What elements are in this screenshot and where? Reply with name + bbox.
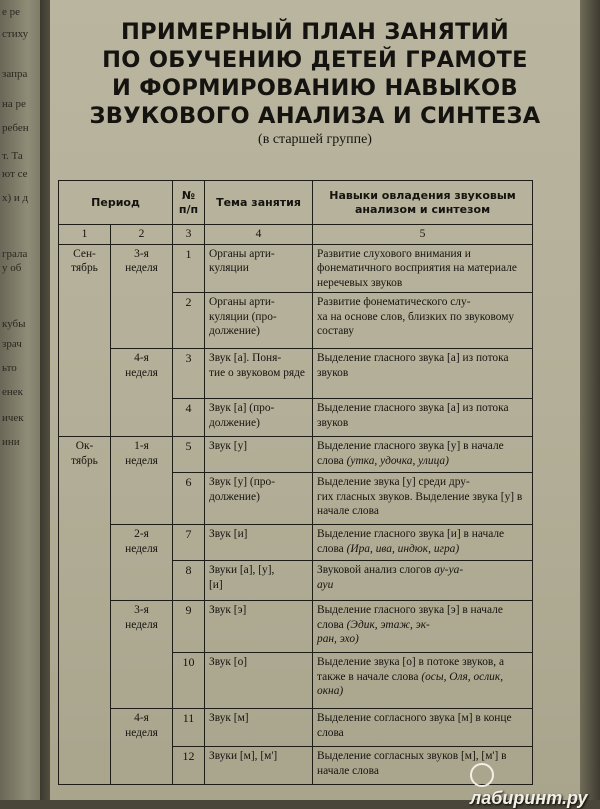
row-number: 8 [173,561,205,601]
header-topic: Тема занятия [205,181,313,225]
title-line: ПРИМЕРНЫЙ ПЛАН ЗАНЯТИЙ [121,19,509,45]
column-number: 1 [59,225,111,245]
row-skill [313,709,533,747]
skill-examples: (осы, Оля, ослик, окна) [317,670,504,697]
column-number: 3 [173,225,205,245]
table-row [59,437,533,473]
month-cell: Ок- тябрь [59,437,111,785]
left-page-text-fragment: у об [2,262,22,274]
row-topic: Звуки [а], [у], [и] [205,561,313,601]
skill-text: Выделение гласного звука [и] в начале слова [317,528,505,555]
left-page-text-fragment: ьто [2,362,17,374]
column-number: 4 [205,225,313,245]
table-row [59,244,533,293]
left-page-text-fragment: ини [2,436,20,448]
week-cell: 4-я неделя [111,349,173,437]
title-line: И ФОРМИРОВАНИЮ НАВЫКОВ [112,75,518,101]
table-row [59,709,533,747]
header-skills: Навыки овладения звуковым анализом и синтезом [313,181,533,225]
row-skill [313,601,533,653]
skill-text: Выделение согласных звуков [м], [м'] в начале слова [317,750,507,777]
row-topic: Звук [о] [205,653,313,709]
left-page-text-fragment: е ре [2,6,21,18]
table-row [59,601,533,653]
skill-text: Выделение гласного звука [у] в начале слова [317,440,504,467]
row-number: 7 [173,525,205,561]
row-topic: Звук [а]. Поня- тие о звуковом ряде [205,349,313,399]
skill-examples: (Ира, ива, индюк, игра) [346,542,460,555]
left-page-text-fragment: на ре [2,98,26,110]
skill-text: Выделение гласного звука [э] в начале слова [317,604,503,631]
month-cell: Сен- тябрь [59,244,111,437]
left-page-text-fragment: х) и д [2,192,29,204]
page-title [50,18,580,130]
skill-text: Выделение звука [о] в потоке звуков, а также в начале слова [317,656,505,683]
row-number: 2 [173,293,205,349]
row-topic: Звук [а] (про- должение) [205,399,313,437]
skill-text: Звуковой анализ слогов [317,564,435,576]
skill-text: Выделение согласного звука [м] в конце слова [317,712,512,739]
row-number: 12 [173,747,205,785]
row-skill [313,473,533,525]
row-number: 9 [173,601,205,653]
row-skill [313,399,533,437]
left-page-text-fragment: стиху [2,28,29,40]
page-subtitle: (в старшей группе) [258,132,372,147]
row-number: 10 [173,653,205,709]
left-page-text-fragment: грала [2,248,28,260]
row-topic: Звук [и] [205,525,313,561]
title-line: ПО ОБУЧЕНИЮ ДЕТЕЙ ГРАМОТЕ [102,47,528,73]
skill-text: Выделение гласного звука [а] из потока звуков [317,402,509,429]
skill-text: Выделение гласного звука [а] из потока звуков [317,352,509,379]
skill-text: Развитие фонематического слу- ха на основе слов, близких по звуковому составу [317,296,515,337]
row-skill [313,349,533,399]
row-topic: Органы арти- куляции (про- должение) [205,293,313,349]
skill-examples: (Эдик, этаж, эк- ран, эхо) [317,618,430,645]
row-topic: Органы арти- куляции [205,244,313,293]
header-number: № п/п [173,181,205,225]
watermark [470,763,600,809]
skill-text: Развитие слухового внимания и фонематичного восприятия на материале неречевых звуков [317,247,517,289]
row-number: 3 [173,349,205,399]
row-skill [313,561,533,601]
left-page-text-fragment: зрач [2,338,22,350]
left-page-text-fragment: ребен [2,122,29,134]
week-cell: 4-я неделя [111,709,173,785]
row-topic: Звук [м] [205,709,313,747]
row-skill [313,653,533,709]
skill-examples: (утка, удочка, улица) [346,454,449,467]
skill-text: Выделение звука [у] среди дру- гих гласных звуков. Выделение звука [у] в начале слова [317,476,523,517]
left-page-text-fragment: кубы [2,318,26,330]
row-number: 4 [173,399,205,437]
column-number: 2 [111,225,173,245]
title-line: ЗВУКОВОГО АНАЛИЗА И СИНТЕЗА [89,103,541,129]
table-row [59,349,533,399]
left-page-text-fragment: ичек [2,412,24,424]
row-skill [313,293,533,349]
row-number: 5 [173,437,205,473]
week-cell: 3-я неделя [111,244,173,349]
row-topic: Звук [э] [205,601,313,653]
header-period: Период [59,181,173,225]
row-topic: Звук [у] (про- должение) [205,473,313,525]
left-page-text-fragment: т. Та [2,150,23,162]
row-skill [313,244,533,293]
week-cell: 2-я неделя [111,525,173,601]
skill-examples: ау-уа- ауи [317,564,464,591]
row-topic: Звуки [м], [м'] [205,747,313,785]
watermark-text: лабиринт.ру [470,788,588,808]
week-cell: 1-я неделя [111,437,173,525]
row-number: 11 [173,709,205,747]
week-cell: 3-я неделя [111,601,173,709]
left-page-text-fragment: енек [2,386,23,398]
left-page-text-fragment: ют се [2,168,28,180]
lesson-plan-table [58,180,533,785]
column-number: 5 [313,225,533,245]
row-skill [313,437,533,473]
left-page-text-fragment: запра [2,68,28,80]
table-row [59,525,533,561]
right-page-edge [580,0,600,800]
row-topic: Звук [у] [205,437,313,473]
row-skill [313,525,533,561]
labirint-logo-icon [470,763,494,787]
row-number: 6 [173,473,205,525]
row-number: 1 [173,244,205,293]
